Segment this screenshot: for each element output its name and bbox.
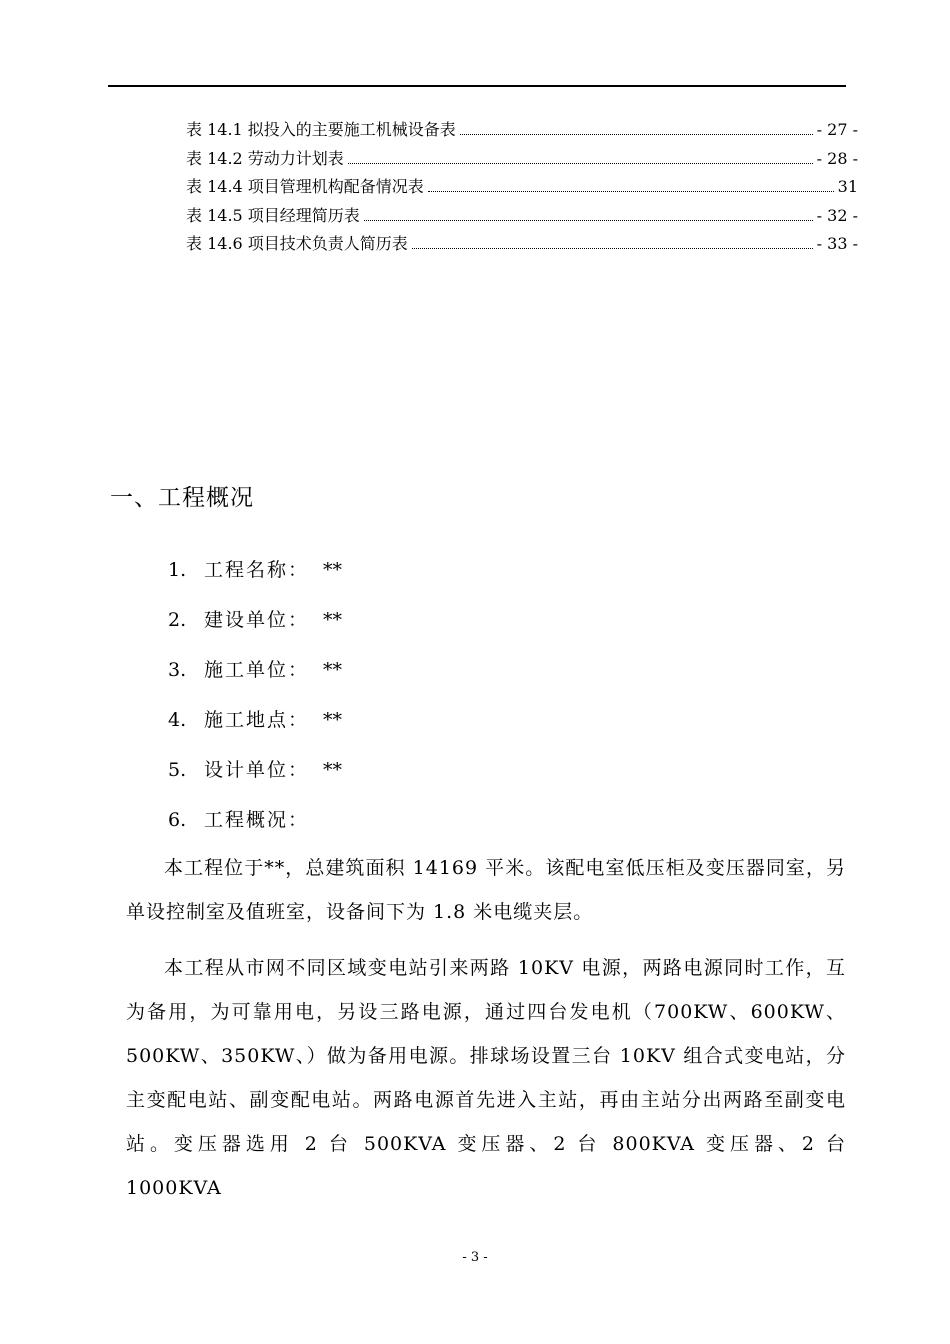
toc-leader-dots [348, 163, 813, 164]
toc-entry-label: 表 14.1 拟投入的主要施工机械设备表 [186, 120, 456, 139]
toc-entry-label: 表 14.2 劳动力计划表 [186, 148, 344, 168]
toc-leader-dots [428, 191, 834, 192]
page-number: - 3 - [462, 1250, 488, 1265]
info-item [168, 703, 342, 753]
info-label: 工程名称： [204, 559, 310, 581]
toc-entry-label: 表 14.5 项目经理简历表 [186, 205, 360, 225]
info-item [168, 753, 342, 803]
info-label: 建设单位： [204, 609, 310, 631]
toc-entry[interactable] [186, 202, 858, 231]
toc-entry[interactable] [186, 173, 858, 202]
toc-entry-page: - 32 - [816, 205, 858, 225]
overview-paragraph: 本工程位于**，总建筑面积 14169 平米。该配电室低压柜及变压器同室，另单设控制室及值班室，设备间下为 1.8 米电缆夹层。 [126, 857, 846, 923]
info-number: 5. [168, 759, 187, 781]
info-value: ** [323, 659, 343, 681]
info-value: ** [323, 559, 343, 581]
toc-leader-dots [460, 134, 813, 135]
info-value: ** [323, 609, 343, 631]
toc-leader-dots [364, 220, 813, 221]
info-number: 2. [168, 609, 187, 631]
toc-entry-page: 31 [837, 177, 858, 196]
toc-entry-label: 表 14.4 项目管理机构配备情况表 [186, 177, 424, 196]
info-label: 施工单位： [204, 659, 310, 681]
table-of-contents [186, 116, 858, 259]
header-rule [108, 85, 846, 87]
section-heading: 一、工程概况 [110, 485, 254, 511]
info-item [168, 553, 342, 603]
info-label: 工程概况： [204, 809, 310, 831]
toc-entry-label: 表 14.6 项目技术负责人简历表 [186, 234, 408, 253]
toc-entry-page: - 27 - [816, 120, 858, 139]
info-value: ** [323, 709, 343, 731]
toc-leader-dots [412, 248, 813, 249]
info-value: ** [323, 759, 343, 781]
info-number: 3. [168, 659, 187, 681]
toc-entry[interactable] [186, 116, 858, 145]
toc-entry[interactable] [186, 145, 858, 174]
toc-entry-page: - 28 - [816, 148, 858, 168]
info-item [168, 603, 342, 653]
toc-entry[interactable] [186, 230, 858, 259]
info-label: 设计单位： [204, 759, 310, 781]
toc-entry-page: - 33 - [816, 234, 858, 253]
info-number: 4. [168, 709, 187, 731]
info-item [168, 653, 342, 703]
project-info-list [168, 553, 342, 853]
info-label: 施工地点： [204, 709, 310, 731]
info-number: 6. [168, 809, 187, 831]
power-supply-paragraph: 本工程从市网不同区域变电站引来两路 10KV 电源，两路电源同时工作，互为备用，为可靠用电，另设三路电源，通过四台发电机（700KW、600KW、500KW、350KW、）做为备用电源。排球场设置三台 10KV 组合式变电站，分主变配电站、副变配电站。两路电源首先进入主站，再由主站分出两路至副变电站。变压器选用 2 台 500KVA 变压器、2 台 800KVA 变压器、2 台 1000KVA [126, 957, 846, 1199]
info-number: 1. [168, 559, 187, 581]
